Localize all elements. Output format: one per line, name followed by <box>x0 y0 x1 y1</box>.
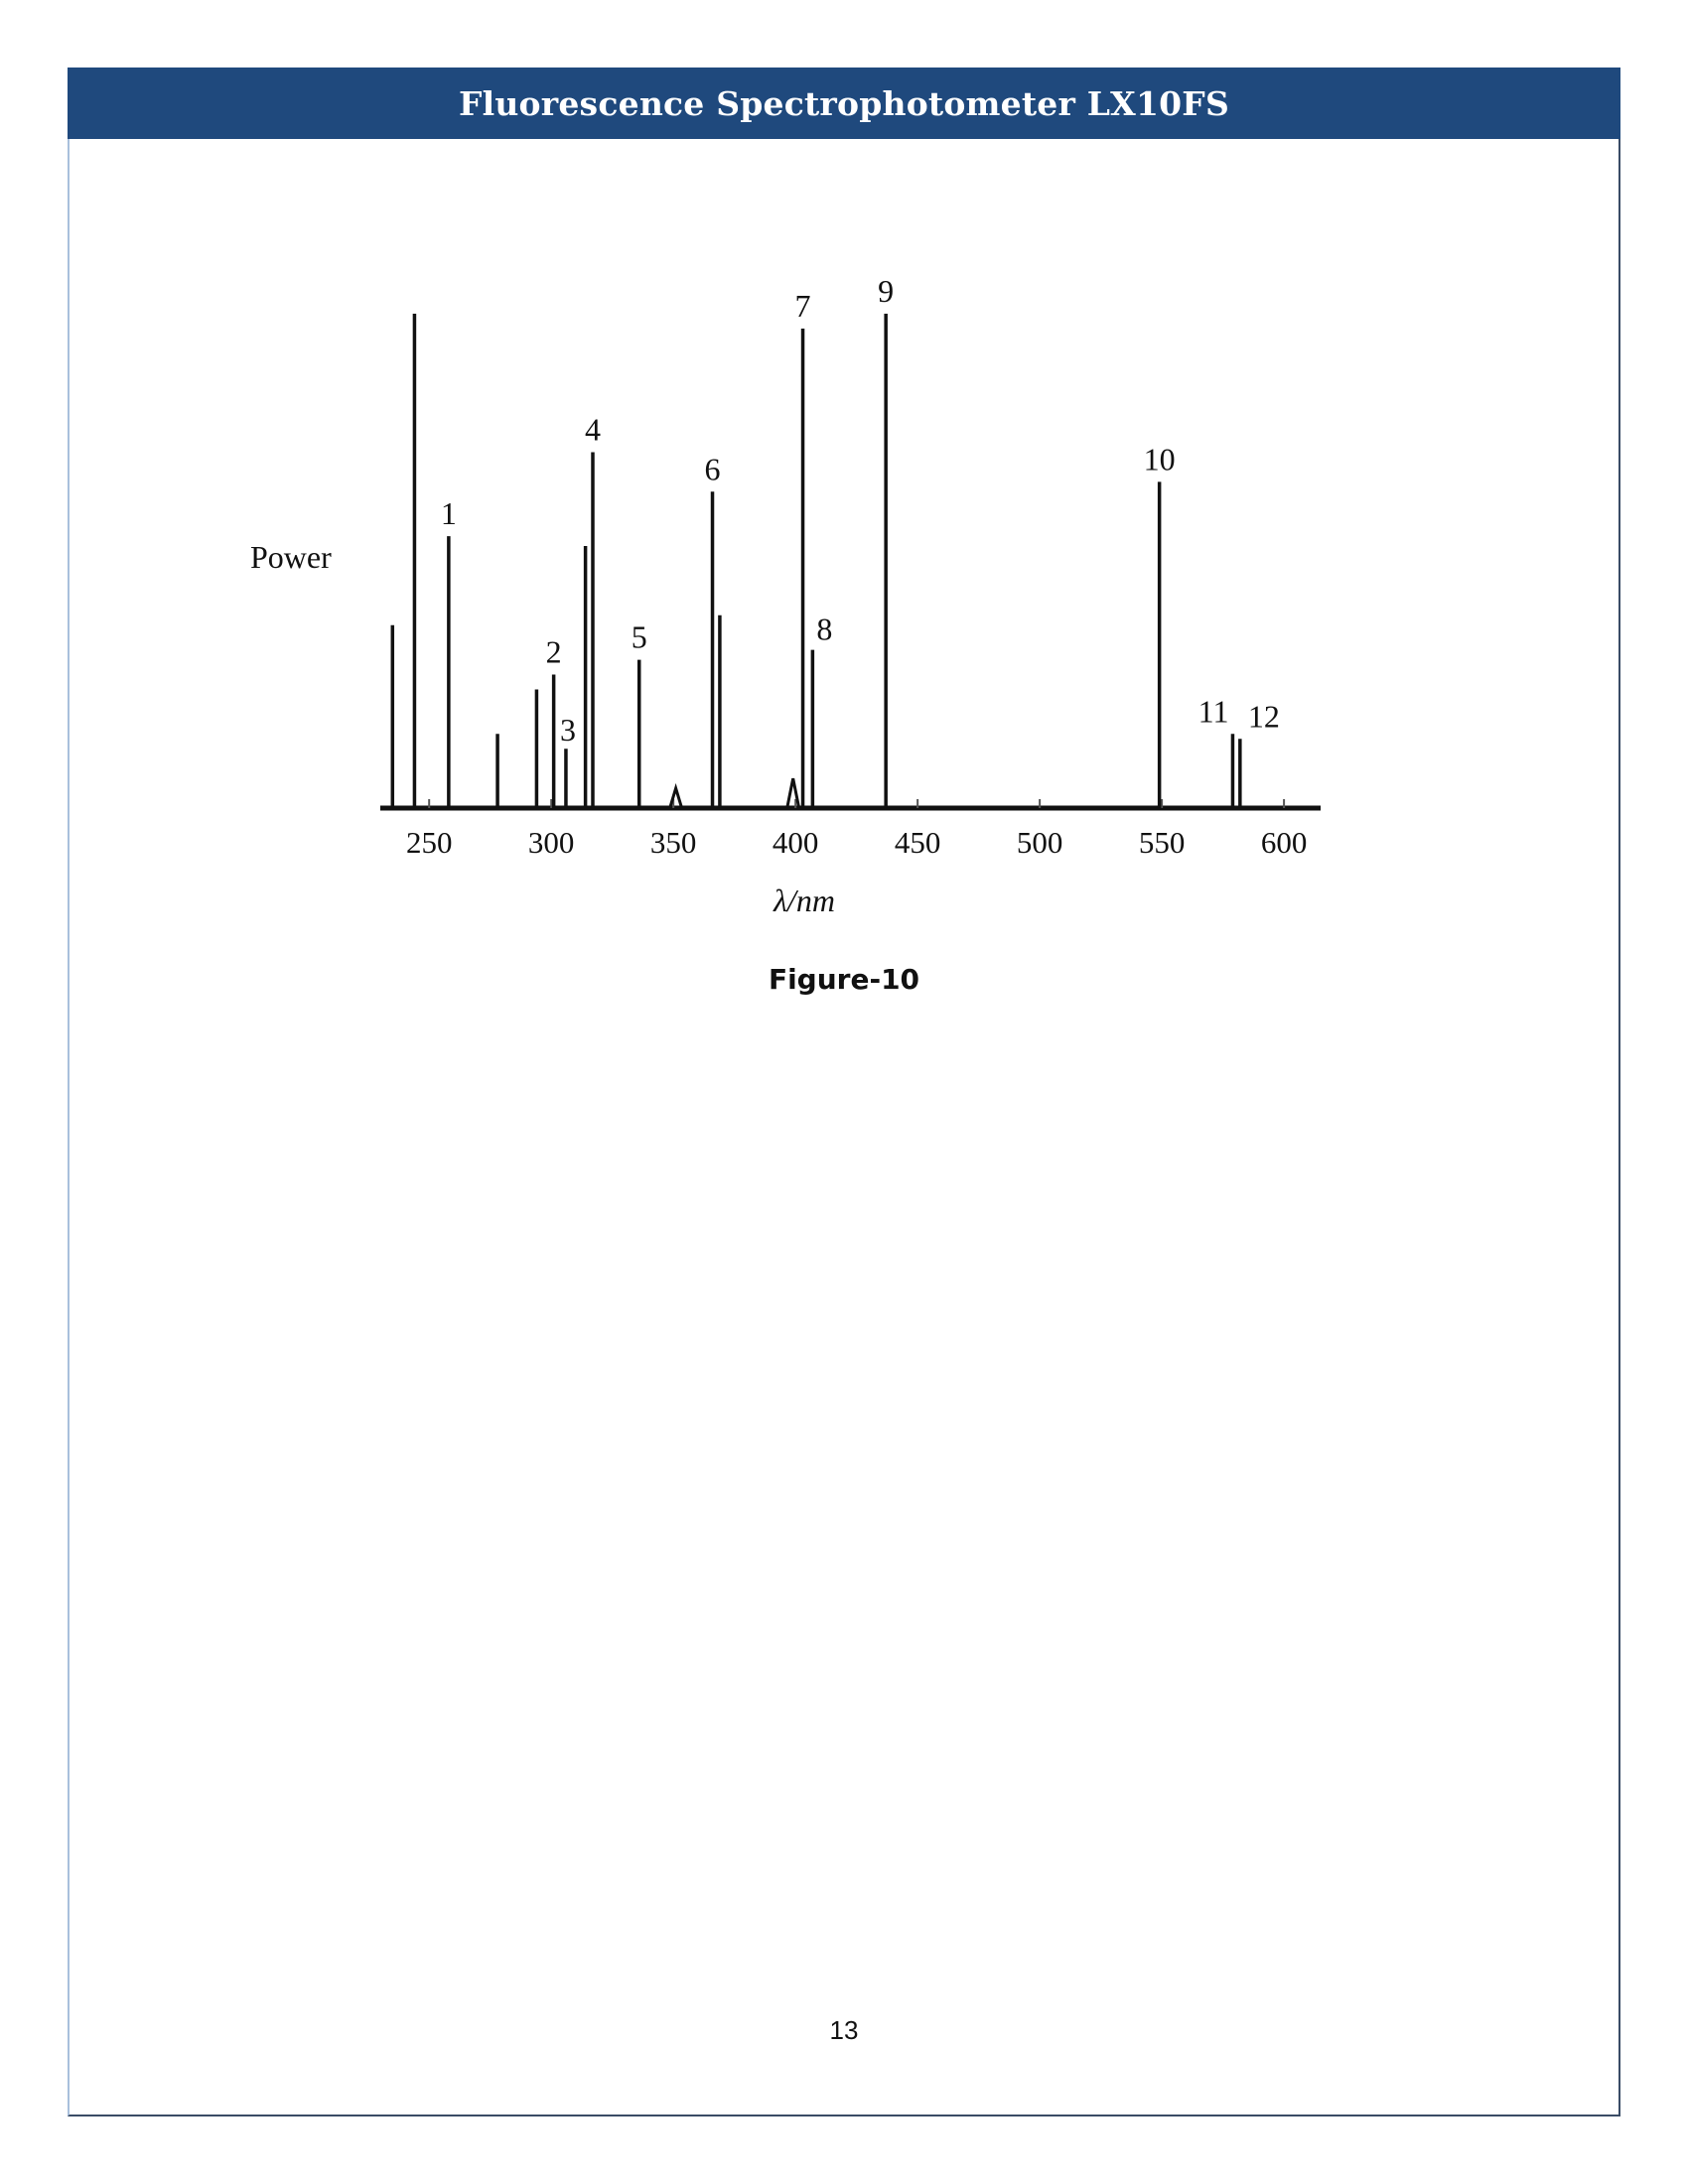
line-label: 9 <box>878 273 895 309</box>
x-tick-label: 400 <box>772 825 819 860</box>
x-tick-label: 450 <box>894 825 941 860</box>
line-label: 4 <box>584 411 601 448</box>
line-label: 10 <box>1143 441 1176 478</box>
page-number: 13 <box>829 2015 859 2045</box>
line-label: 7 <box>794 287 811 324</box>
line-label: 8 <box>816 611 833 647</box>
x-tick-label: 600 <box>1260 825 1308 860</box>
line-label: 5 <box>631 618 647 655</box>
page-header <box>68 68 1620 139</box>
x-tick-label: 550 <box>1138 825 1186 860</box>
x-tick-label: 500 <box>1016 825 1063 860</box>
line-label: 1 <box>440 495 457 532</box>
page-border <box>68 68 1620 2116</box>
line-label: 2 <box>545 633 562 670</box>
x-tick-label: 350 <box>649 825 697 860</box>
header-title: Fluorescence Spectrophotometer LX10FS <box>459 83 1229 123</box>
x-axis-label: λ/nm <box>774 883 835 918</box>
line-label: 6 <box>704 451 721 487</box>
figure-caption: Figure-10 <box>768 963 920 996</box>
line-label: 11 <box>1197 693 1229 730</box>
line-label: 12 <box>1247 698 1280 735</box>
x-tick-label: 250 <box>405 825 453 860</box>
y-axis-label: Power <box>250 539 332 575</box>
x-tick-label: 300 <box>527 825 575 860</box>
line-label: 3 <box>559 712 576 749</box>
